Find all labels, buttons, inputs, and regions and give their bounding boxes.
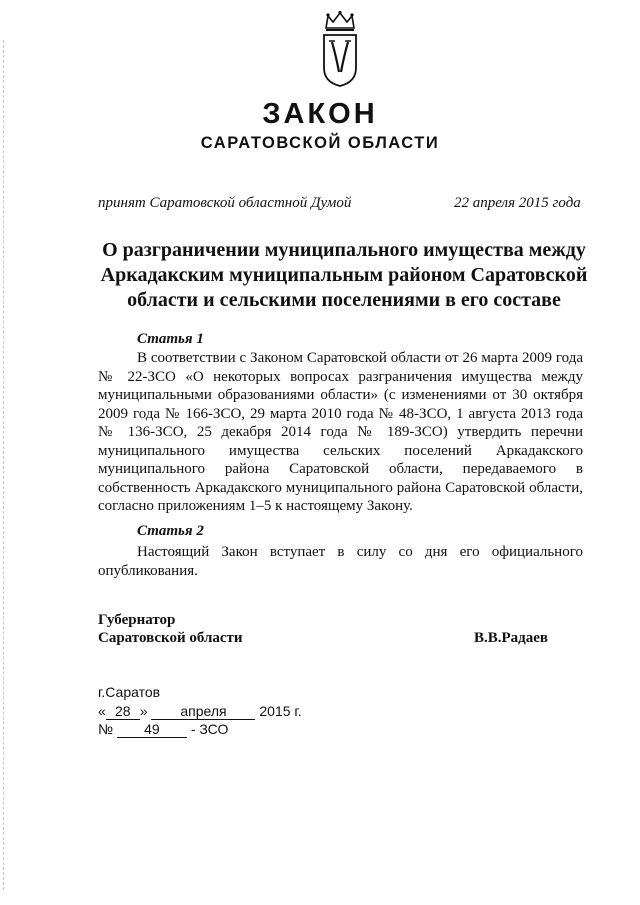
number-suffix: - ЗСО <box>190 721 229 737</box>
document-title-line: Аркадакским муниципальным районом Саратовской <box>100 264 588 286</box>
document-title <box>84 238 604 313</box>
law-number <box>98 721 228 738</box>
article-2-heading: Статья 2 <box>137 523 204 539</box>
adopted-by: принят Саратовской областной Думой <box>98 195 352 211</box>
saratov-coat-of-arms-icon <box>318 10 362 88</box>
adopted-date: 22 апреля 2015 года <box>454 195 581 211</box>
date-month: апреля <box>151 704 255 720</box>
law-title: ЗАКОН <box>262 98 378 130</box>
article-1-text: В соответствии с Законом Саратовской области от 26 марта 2009 года № 22-ЗСО «О некоторых вопросах разграничения имущества между муниципальными образованиями области» (с изменениями от 30 октября 2009 года № 166-ЗСО, 29 марта 2010 года № 48-ЗСО, 1 августа 2013 года № 136-ЗСО, 25 декабря 2014 года № 189-ЗСО) утвердить перечни муниципального имущества сельских поселений Аркадакского муниципального района Саратовской области, передаваемого в собственность Аркадакского муниципального района Саратовской области, согласно приложениям 1–5 к настоящему Закону. <box>98 350 583 514</box>
date-year: 2015 г. <box>259 703 302 719</box>
law-region: САРАТОВСКОЙ ОБЛАСТИ <box>200 134 440 152</box>
date-close-quote: » <box>139 703 148 719</box>
article-1-heading: Статья 1 <box>137 331 204 347</box>
document-title-line: области и сельскими поселениями в его составе <box>127 289 561 311</box>
signatory-title: Губернатор <box>98 612 176 628</box>
number-prefix: № <box>98 721 114 737</box>
signing-city: г.Саратов <box>98 684 161 700</box>
date-day: 28 <box>106 704 140 720</box>
article-2-text: Настоящий Закон вступает в силу со дня его официального опубликования. <box>98 544 583 579</box>
signing-date <box>98 703 302 720</box>
signatory-name: В.В.Радаев <box>474 630 549 646</box>
document-title-line: О разграничении муниципального имущества между <box>102 239 586 261</box>
date-open-quote: « <box>98 703 106 719</box>
signatory-region: Саратовской области <box>98 630 243 646</box>
number-value: 49 <box>117 722 187 738</box>
scan-edge-line <box>3 40 5 890</box>
